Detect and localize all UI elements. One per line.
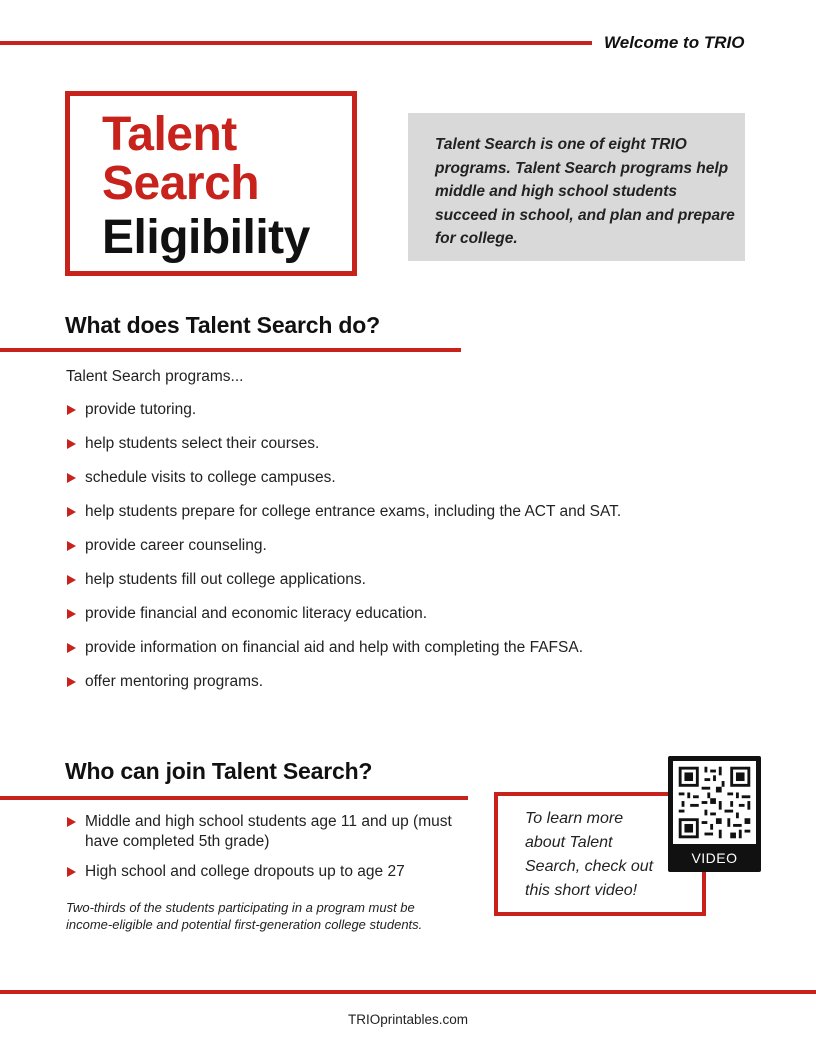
eligibility-note: Two-thirds of the students participating in a program must be income-eligible and potential first-generation college students. (66, 900, 423, 932)
video-callout-text: To learn more about Talent Search, check out this short video! (525, 810, 654, 899)
qr-code-graphic (673, 761, 756, 844)
triangle-bullet-icon (67, 817, 76, 827)
list-item-text: help students prepare for college entrance exams, including the ACT and SAT. (85, 503, 622, 520)
eligibility-list (66, 812, 466, 892)
triangle-bullet-icon (67, 507, 76, 517)
qr-code-card[interactable] (668, 756, 761, 872)
services-list (66, 400, 766, 706)
title-line-3: Eligibility (102, 211, 310, 264)
intro-box (408, 113, 745, 261)
list-item-text: Middle and high school students age 11 and up (must have completed 5th grade) (85, 813, 452, 850)
title-line-2: Search (102, 157, 260, 210)
triangle-bullet-icon (67, 439, 76, 449)
list-item-text: offer mentoring programs. (85, 673, 264, 690)
header-label: Welcome to TRIO (604, 33, 745, 52)
header-rule (0, 41, 592, 45)
section-heading-what: What does Talent Search do? (65, 312, 380, 338)
section-rule-who (0, 796, 468, 800)
list-item (66, 400, 766, 434)
qr-code-icon[interactable] (673, 761, 756, 844)
section-heading-who: Who can join Talent Search? (65, 758, 373, 784)
list-item (66, 638, 766, 672)
triangle-bullet-icon (67, 405, 76, 415)
triangle-bullet-icon (67, 677, 76, 687)
section-rule-what (0, 348, 461, 352)
triangle-bullet-icon (67, 609, 76, 619)
list-item-text: help students fill out college applications. (85, 571, 366, 588)
list-item (66, 570, 766, 604)
triangle-bullet-icon (67, 867, 76, 877)
list-item-text: provide information on financial aid and help with completing the FAFSA. (85, 639, 584, 656)
list-item-text: provide financial and economic literacy education. (85, 605, 428, 622)
list-item (66, 672, 766, 706)
triangle-bullet-icon (67, 643, 76, 653)
list-item-text: provide career counseling. (85, 537, 267, 554)
section-lead: Talent Search programs... (66, 368, 244, 385)
list-item (66, 536, 766, 570)
triangle-bullet-icon (67, 473, 76, 483)
list-item (66, 468, 766, 502)
list-item-text: provide tutoring. (85, 401, 197, 418)
list-item-text: High school and college dropouts up to age 27 (85, 863, 405, 880)
footer-site: TRIOprintables.com (347, 1012, 469, 1027)
list-item-text: help students select their courses. (85, 435, 320, 452)
qr-video-label: VIDEO (691, 850, 738, 866)
triangle-bullet-icon (67, 541, 76, 551)
list-item-text: schedule visits to college campuses. (85, 469, 336, 486)
intro-text: Talent Search is one of eight TRIO programs. Talent Search programs help middle and high school students succeed in school, and plan and prepare for college. (435, 136, 735, 247)
footer-rule (0, 990, 816, 994)
list-item (66, 502, 766, 536)
triangle-bullet-icon (67, 575, 76, 585)
list-item (66, 604, 766, 638)
title-box (65, 91, 357, 276)
list-item (66, 434, 766, 468)
list-item (66, 812, 466, 852)
list-item (66, 862, 466, 882)
title-line-1: Talent (102, 108, 237, 161)
